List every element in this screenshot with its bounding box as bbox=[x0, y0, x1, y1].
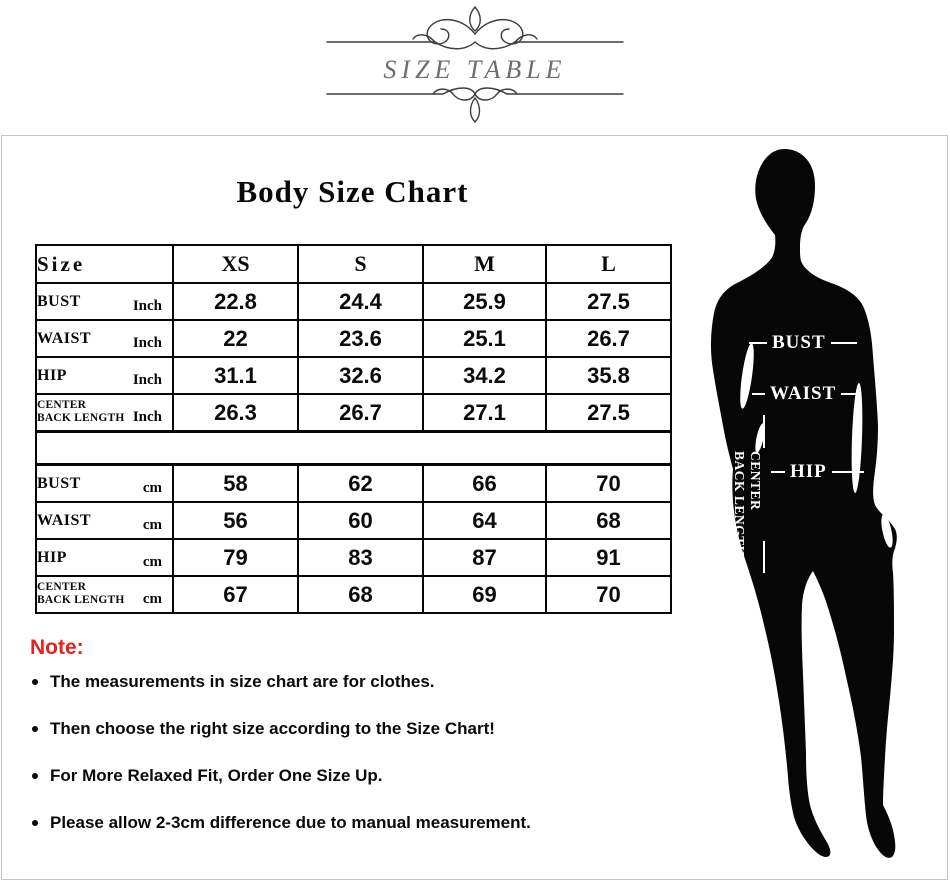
row-label: BUST bbox=[37, 474, 81, 492]
bullet-icon bbox=[32, 679, 38, 685]
note-item bbox=[32, 672, 632, 691]
row-label: CENTER BACK LENGTH bbox=[37, 580, 125, 607]
table-row bbox=[36, 320, 671, 357]
value-cell: 58 bbox=[173, 465, 298, 503]
value-cell: 24.4 bbox=[298, 283, 423, 320]
value-cell: 56 bbox=[173, 502, 298, 539]
value-cell: 68 bbox=[298, 576, 423, 613]
note-item bbox=[32, 813, 632, 832]
value-cell: 66 bbox=[423, 465, 546, 503]
waist-line-right bbox=[841, 393, 859, 395]
spacer-cell bbox=[36, 432, 671, 465]
row-label-cell bbox=[36, 539, 173, 576]
value-cell: 70 bbox=[546, 465, 671, 503]
flourish-top-icon bbox=[325, 4, 625, 60]
note-text: For More Relaxed Fit, Order One Size Up. bbox=[50, 766, 383, 785]
value-cell: 26.7 bbox=[546, 320, 671, 357]
value-cell: 91 bbox=[546, 539, 671, 576]
unit-label: cm bbox=[142, 480, 162, 496]
size-column-header: M bbox=[423, 245, 546, 283]
row-label: BUST bbox=[37, 292, 81, 310]
value-cell: 69 bbox=[423, 576, 546, 613]
waist-marker bbox=[752, 384, 859, 403]
table-row bbox=[36, 394, 671, 432]
value-cell: 31.1 bbox=[173, 357, 298, 394]
row-label: WAIST bbox=[37, 329, 92, 347]
center-back-length-line-bottom bbox=[763, 541, 765, 573]
table-row bbox=[36, 539, 671, 576]
value-cell: 68 bbox=[546, 502, 671, 539]
row-label-cell bbox=[36, 357, 173, 394]
table-header-row bbox=[36, 245, 671, 283]
row-label-cell bbox=[36, 576, 173, 613]
unit-label: Inch bbox=[132, 409, 162, 425]
row-label-cell bbox=[36, 320, 173, 357]
unit-label: cm bbox=[142, 517, 162, 533]
value-cell: 22 bbox=[173, 320, 298, 357]
table-row bbox=[36, 283, 671, 320]
bust-line-left bbox=[749, 342, 767, 344]
note-text: Then choose the right size according to the Size Chart! bbox=[50, 719, 495, 738]
note-list bbox=[32, 672, 632, 860]
value-cell: 62 bbox=[298, 465, 423, 503]
size-header-cell: Size bbox=[36, 245, 173, 283]
row-label-cell bbox=[36, 502, 173, 539]
note-heading: Note: bbox=[30, 636, 84, 659]
value-cell: 64 bbox=[423, 502, 546, 539]
ribbon-header bbox=[0, 4, 950, 126]
female-body-silhouette-icon bbox=[691, 141, 949, 874]
page-title: Body Size Chart bbox=[236, 174, 469, 209]
unit-label: Inch bbox=[132, 298, 162, 314]
flourish-bottom-icon bbox=[325, 84, 625, 126]
value-cell: 27.1 bbox=[423, 394, 546, 432]
center-back-length-line-top bbox=[763, 415, 765, 448]
value-cell: 27.5 bbox=[546, 283, 671, 320]
value-cell: 67 bbox=[173, 576, 298, 613]
row-label-cell bbox=[36, 465, 173, 503]
value-cell: 34.2 bbox=[423, 357, 546, 394]
note-item bbox=[32, 719, 632, 738]
waist-line-left bbox=[752, 393, 765, 395]
body-size-table-body bbox=[36, 245, 671, 613]
table-row bbox=[36, 502, 671, 539]
row-label: CENTER BACK LENGTH bbox=[37, 398, 125, 425]
body-size-table bbox=[35, 244, 672, 614]
note-item bbox=[32, 766, 632, 785]
value-cell: 79 bbox=[173, 539, 298, 576]
ribbon-title: SIZE TABLE bbox=[383, 55, 567, 84]
spacer-row bbox=[36, 432, 671, 465]
bust-label: BUST bbox=[772, 332, 826, 353]
value-cell: 25.1 bbox=[423, 320, 546, 357]
bust-marker bbox=[749, 333, 857, 352]
unit-label: Inch bbox=[132, 335, 162, 351]
value-cell: 83 bbox=[298, 539, 423, 576]
value-cell: 60 bbox=[298, 502, 423, 539]
hip-line-right bbox=[832, 471, 864, 473]
value-cell: 23.6 bbox=[298, 320, 423, 357]
size-column-header: S bbox=[298, 245, 423, 283]
value-cell: 25.9 bbox=[423, 283, 546, 320]
row-label-cell bbox=[36, 394, 173, 432]
row-label: WAIST bbox=[37, 511, 92, 529]
value-cell: 22.8 bbox=[173, 283, 298, 320]
value-cell: 27.5 bbox=[546, 394, 671, 432]
row-label: HIP bbox=[37, 548, 67, 566]
table-row bbox=[36, 576, 671, 613]
unit-label: cm bbox=[142, 554, 162, 570]
value-cell: 26.3 bbox=[173, 394, 298, 432]
hip-label: HIP bbox=[790, 461, 827, 482]
hip-line-left bbox=[771, 471, 785, 473]
size-column-header: XS bbox=[173, 245, 298, 283]
unit-label: cm bbox=[142, 591, 162, 607]
bust-line-right bbox=[831, 342, 857, 344]
waist-label: WAIST bbox=[770, 383, 837, 404]
bullet-icon bbox=[32, 773, 38, 779]
center-back-length-label: CENTER BACK LENGTH bbox=[732, 451, 763, 557]
note-text: Please allow 2-3cm difference due to manual measurement. bbox=[50, 813, 531, 832]
table-row bbox=[36, 465, 671, 503]
note-text: The measurements in size chart are for clothes. bbox=[50, 672, 435, 691]
table-row bbox=[36, 357, 671, 394]
value-cell: 70 bbox=[546, 576, 671, 613]
size-column-header: L bbox=[546, 245, 671, 283]
bullet-icon bbox=[32, 726, 38, 732]
value-cell: 87 bbox=[423, 539, 546, 576]
value-cell: 26.7 bbox=[298, 394, 423, 432]
bullet-icon bbox=[32, 820, 38, 826]
unit-label: Inch bbox=[132, 372, 162, 388]
row-label: HIP bbox=[37, 366, 67, 384]
hip-marker bbox=[771, 462, 864, 481]
value-cell: 35.8 bbox=[546, 357, 671, 394]
measurement-figure bbox=[691, 141, 949, 874]
row-label-cell bbox=[36, 283, 173, 320]
value-cell: 32.6 bbox=[298, 357, 423, 394]
